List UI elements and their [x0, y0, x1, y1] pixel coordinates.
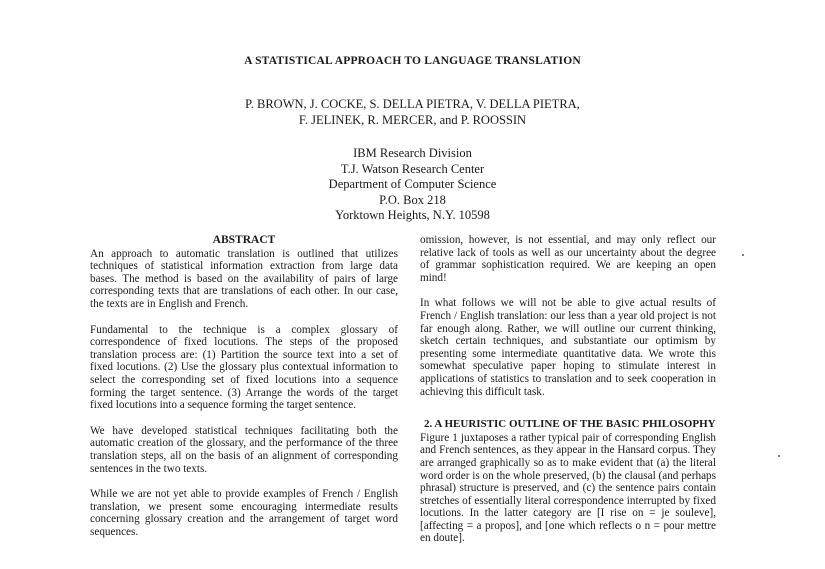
body-paragraph: omission, however, is not essential, and may only reflect our relative lack of tools as well as our uncertainty about the degree of grammar sophistication required. We are keeping an open mind!	[420, 234, 716, 284]
left-column	[90, 234, 398, 551]
author-list	[0, 96, 825, 128]
author-line: F. JELINEK, R. MERCER, and P. ROOSSIN	[298, 113, 527, 127]
abstract-heading: ABSTRACT	[212, 234, 276, 246]
section-paragraph: Figure 1 juxtaposes a rather typical pair of corresponding English and French sentences, as they appear in the Hansard corpus. They are arranged graphically so as to make evident that (a) the literal word order is on the whole preserved, (b) the clausal (and perhaps phrasal) structure is preserved, and (c) the sentence pairs contain stretches of essentially literal correspondence interrupted by fixed locutions. In the latter category are [I rise on = je souleve], [affecting = a propos], and [one which reflects o n = pour mettre en doute].	[420, 431, 716, 545]
author-line: P. BROWN, J. COCKE, S. DELLA PIETRA, V. DELLA PIETRA,	[245, 97, 580, 111]
affiliation-block	[0, 146, 825, 224]
scan-speck	[742, 254, 744, 256]
affiliation-line: P.O. Box 218	[379, 192, 446, 207]
abstract-paragraph: Fundamental to the technique is a complex glossary of correspondence of fixed locutions. The steps of the proposed translation process are: (1) Partition the source text into a set of fixed locutions. (2) Use the glossary plus contextual information to select the corresponding set of fixed locutions into a sequence forming the target sentence. (3) Arrange the words of the target fixed locutions into a sequence forming the target sentence.	[90, 323, 398, 412]
paper-title: A STATISTICAL APPROACH TO LANGUAGE TRANSLATION	[244, 55, 581, 67]
section-heading: 2. A HEURISTIC OUTLINE OF THE BASIC PHILOSOPHY	[424, 418, 716, 431]
scan-speck	[778, 455, 780, 457]
affiliation-line: T.J. Watson Research Center	[340, 161, 485, 176]
body-paragraph: In what follows we will not be able to give actual results of French / English translation: our less than a year old project is not far enough along. Rather, we will outline our current thinking, sketch certain techniques, and substantiate our optimism by presenting some intermediate quantitative data. We wrote this somewhat speculative paper hoping to stimulate interest in applications of statistics to translation and to seek cooperation in achieving this difficult task.	[420, 297, 716, 398]
right-column	[420, 234, 716, 558]
abstract-paragraph: While we are not yet able to provide examples of French / English translation, we present some encouraging intermediate results concerning glossary creation and the arrangement of target word sequences.	[90, 488, 398, 538]
affiliation-line: IBM Research Division	[353, 146, 472, 160]
affiliation-line: Yorktown Heights, N.Y. 10598	[335, 208, 490, 222]
abstract-paragraph: An approach to automatic translation is outlined that utilizes techniques of statistical information extraction from large data bases. The method is based on the availability of pairs of large corresponding texts that are translations of each other. In our case, the texts are in English and French.	[90, 247, 398, 310]
affiliation-line: Department of Computer Science	[328, 177, 497, 191]
abstract-paragraph: We have developed statistical techniques facilitating both the automatic creation of the glossary, and the performance of the three translation steps, all on the basis of an alignment of corresponding sentences in the two texts.	[90, 424, 398, 475]
